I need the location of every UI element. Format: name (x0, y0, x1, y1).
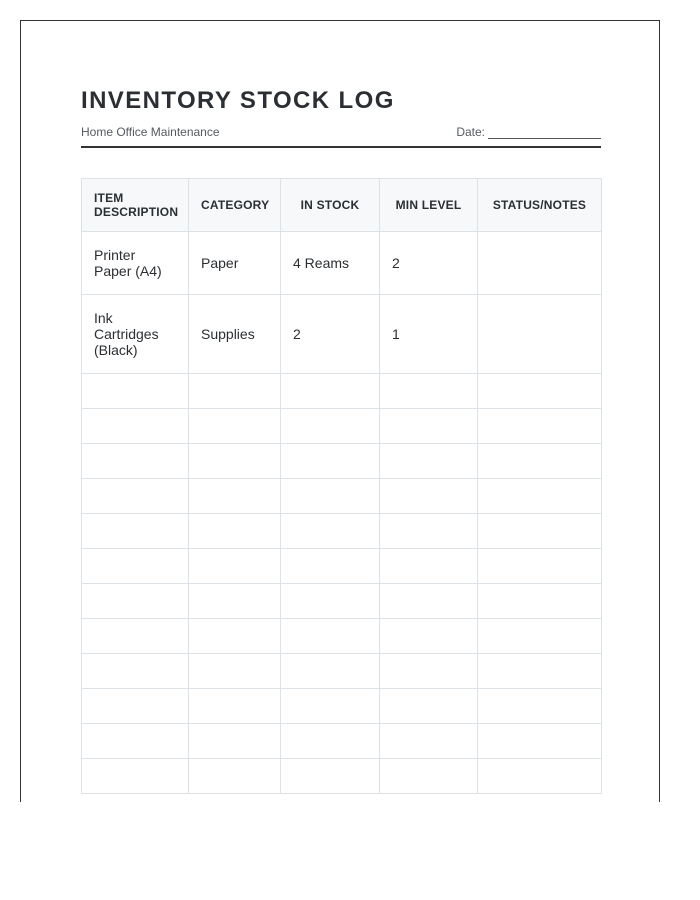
cell-min-level (380, 759, 478, 794)
cell-item-description (82, 619, 189, 654)
cell-min-level (380, 619, 478, 654)
cell-in-stock (281, 514, 380, 549)
cell-in-stock (281, 479, 380, 514)
cell-status-notes (478, 619, 602, 654)
cell-item-description (82, 689, 189, 724)
empty-table-row (82, 724, 602, 759)
cell-min-level (380, 409, 478, 444)
cell-in-stock (281, 759, 380, 794)
subtitle: Home Office Maintenance (81, 125, 220, 139)
cell-category (189, 374, 281, 409)
cell-item-description (82, 409, 189, 444)
cell-status-notes (478, 374, 602, 409)
cell-min-level (380, 724, 478, 759)
document-content (81, 87, 601, 794)
cell-min-level: 2 (380, 232, 478, 295)
cell-in-stock (281, 619, 380, 654)
cell-category (189, 409, 281, 444)
cell-min-level (380, 689, 478, 724)
cell-category: Paper (189, 232, 281, 295)
cell-in-stock (281, 654, 380, 689)
header-divider (81, 146, 601, 148)
cell-item-description: Printer Paper (A4) (82, 232, 189, 295)
empty-table-row (82, 409, 602, 444)
cell-item-description (82, 374, 189, 409)
cell-status-notes (478, 409, 602, 444)
cell-item-description: Ink Cartridges (Black) (82, 295, 189, 374)
cell-category (189, 479, 281, 514)
cell-min-level (380, 584, 478, 619)
cell-min-level (380, 654, 478, 689)
table-row (82, 295, 602, 374)
cell-in-stock (281, 444, 380, 479)
page-title: INVENTORY STOCK LOG (81, 87, 395, 114)
cell-status-notes (478, 514, 602, 549)
date-field (456, 125, 601, 139)
cell-category (189, 689, 281, 724)
cell-min-level (380, 374, 478, 409)
inventory-table (81, 178, 602, 794)
cell-category (189, 724, 281, 759)
empty-table-row (82, 689, 602, 724)
cell-category (189, 444, 281, 479)
cell-status-notes (478, 759, 602, 794)
empty-table-row (82, 584, 602, 619)
cell-min-level (380, 479, 478, 514)
cell-status-notes (478, 549, 602, 584)
cell-in-stock (281, 724, 380, 759)
cell-item-description (82, 584, 189, 619)
cell-item-description (82, 479, 189, 514)
cell-item-description (82, 654, 189, 689)
cell-in-stock (281, 689, 380, 724)
cell-status-notes (478, 444, 602, 479)
empty-table-row (82, 444, 602, 479)
cell-category (189, 514, 281, 549)
cell-in-stock (281, 584, 380, 619)
cell-category (189, 584, 281, 619)
header-min-level: MIN LEVEL (380, 179, 478, 232)
cell-in-stock (281, 549, 380, 584)
empty-table-row (82, 759, 602, 794)
meta-row (81, 123, 601, 139)
cell-item-description (82, 444, 189, 479)
empty-table-row (82, 654, 602, 689)
cell-in-stock: 4 Reams (281, 232, 380, 295)
cell-category (189, 759, 281, 794)
table-row (82, 232, 602, 295)
empty-table-row (82, 374, 602, 409)
cell-status-notes (478, 689, 602, 724)
cell-min-level (380, 444, 478, 479)
cell-status-notes (478, 654, 602, 689)
cell-in-stock (281, 409, 380, 444)
cell-status-notes (478, 584, 602, 619)
cell-item-description (82, 514, 189, 549)
empty-table-row (82, 549, 602, 584)
date-blank-line (488, 127, 601, 139)
cell-item-description (82, 759, 189, 794)
cell-min-level: 1 (380, 295, 478, 374)
cell-category: Supplies (189, 295, 281, 374)
header-status-notes: STATUS/NOTES (478, 179, 602, 232)
date-label: Date: (456, 125, 485, 139)
cell-item-description (82, 724, 189, 759)
cell-category (189, 654, 281, 689)
cell-status-notes (478, 232, 602, 295)
document-page (20, 20, 660, 802)
empty-table-row (82, 619, 602, 654)
cell-status-notes (478, 724, 602, 759)
table-header-row (82, 179, 602, 232)
cell-status-notes (478, 295, 602, 374)
empty-table-row (82, 514, 602, 549)
header-category: CATEGORY (189, 179, 281, 232)
cell-in-stock (281, 374, 380, 409)
cell-category (189, 549, 281, 584)
cell-min-level (380, 549, 478, 584)
cell-in-stock: 2 (281, 295, 380, 374)
cell-category (189, 619, 281, 654)
header-in-stock: IN STOCK (281, 179, 380, 232)
cell-item-description (82, 549, 189, 584)
empty-table-row (82, 479, 602, 514)
header-item-description: ITEM DESCRIPTION (82, 179, 189, 232)
cell-status-notes (478, 479, 602, 514)
cell-min-level (380, 514, 478, 549)
